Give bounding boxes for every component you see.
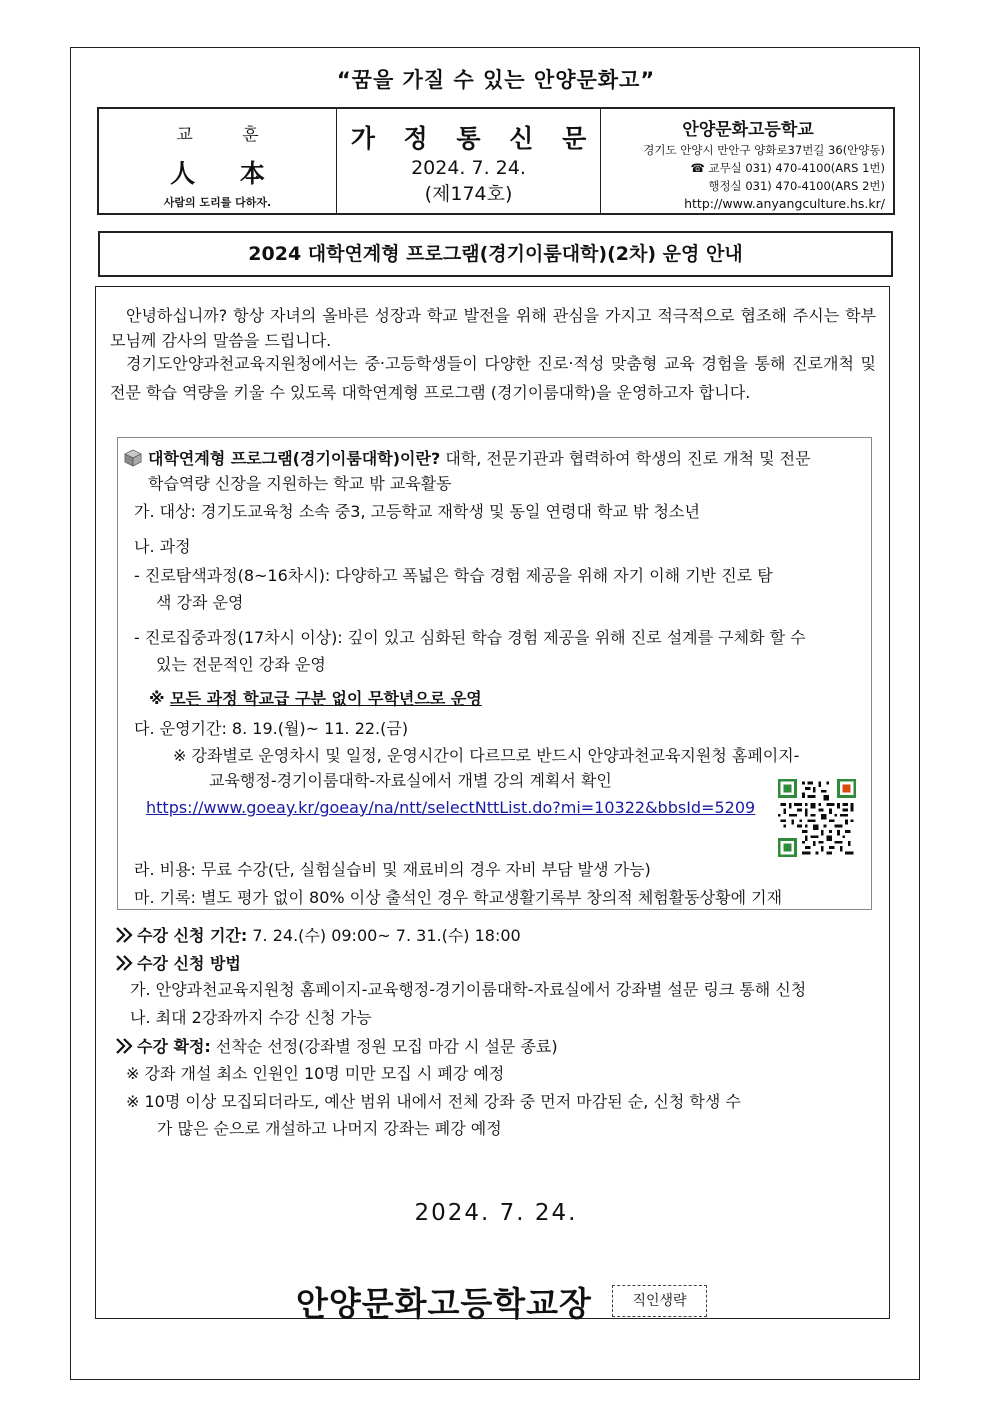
newsletter-date: 2024. 7. 24.: [411, 157, 526, 179]
program-definition-term: 대학연계형 프로그램(경기이룸대학)이란?: [148, 449, 441, 468]
program-record: 마. 기록: 별도 평가 없이 80% 이상 출석인 경우 학교생활기록부 창의적 체험활동상황에 기재: [134, 888, 783, 907]
phone-office: ☎ 교무실 031) 470-4100(ARS 1번): [690, 161, 885, 175]
newsletter-info-cell: [337, 109, 601, 213]
course-focus-line2: 있는 전문적인 강좌 운영: [156, 655, 326, 674]
program-cost: 라. 비용: 무료 수강(단, 실험실습비 및 재료비의 경우 자비 부담 발생 가능): [134, 860, 651, 879]
apply-method-1: 가. 안양과천교육지원청 홈페이지-교육행정-경기이룸대학-자료실에서 강좌별 설문 링크 통해 신청: [130, 980, 807, 999]
gyohun-cell: [99, 109, 337, 213]
apply-period-label: 수강 신청 기간:: [137, 926, 248, 945]
apply-period-value: 7. 24.(수) 09:00~ 7. 31.(수) 18:00: [247, 926, 521, 945]
gyohun-label: 교 훈: [176, 125, 281, 145]
note-mark: ※: [149, 689, 171, 708]
apply-method-2: 나. 최대 2강좌까지 수강 신청 가능: [130, 1008, 372, 1027]
course-explore-line1: - 진로탐색과정(8~16차시): 다양하고 폭넓은 학습 경험 제공을 위해 자기 이해 기반 진로 탐: [134, 566, 773, 585]
school-motto: “꿈을 가질 수 있는 안양문화고”: [336, 68, 656, 92]
period-note-line1: ※ 강좌별로 운영차시 및 일정, 운영시간이 다르므로 반드시 안양과천교육지원청 홈페이지-: [173, 746, 800, 765]
operation-period: 다. 운영기간: 8. 19.(월)~ 11. 22.(금): [134, 719, 409, 738]
apply-period: [115, 923, 521, 946]
school-name: 안양문화고등학교: [682, 120, 814, 140]
seal-omitted-stamp: 직인생략: [612, 1285, 707, 1317]
closing-date: 2024. 7. 24.: [414, 1200, 578, 1226]
principal-signature: 안양문화고등학교장: [296, 1284, 592, 1323]
course-heading: 나. 과정: [134, 537, 191, 556]
newsletter-issue: (제174호): [424, 183, 513, 205]
apply-confirm-value: 선착순 선정(강좌별 정원 모집 마감 시 설문 종료): [210, 1037, 558, 1056]
cancel-note-1: ※ 강좌 개설 최소 인원인 10명 미만 모집 시 폐강 예정: [126, 1064, 505, 1083]
gyohun-subtitle: 사람의 도리를 다하자.: [163, 196, 272, 209]
double-chevron-right-icon: [115, 955, 135, 971]
school-website[interactable]: http://www.anyangculture.hs.kr/: [684, 196, 885, 211]
course-explore-line2: 색 강좌 운영: [156, 593, 244, 612]
document-title: 2024 대학연계형 프로그램(경기이룸대학)(2차) 운영 안내: [98, 231, 893, 277]
school-address: 경기도 안양시 만안구 양화로37번길 36(안양동): [643, 143, 885, 157]
double-chevron-right-icon: [115, 927, 135, 943]
cube-icon: [124, 449, 142, 467]
no-grade-note-text: 모든 과정 학교급 구분 없이 무학년으로 운영: [170, 689, 482, 708]
newsletter-header: [97, 107, 895, 215]
intro-paragraph-1: 안녕하십니까? 항상 자녀의 올바른 성장과 학교 발전을 위해 관심을 가지고 적극적으로 협조해 주시는 학부모님께 감사의 말씀을 드립니다.: [110, 306, 876, 350]
qr-code[interactable]: [778, 779, 856, 857]
cancel-note-2-line2: 가 많은 순으로 개설하고 나머지 강좌는 폐강 예정: [157, 1119, 502, 1138]
no-grade-note: [149, 686, 482, 709]
gyohun-value: 人 本: [170, 159, 283, 188]
newsletter-title: 가 정 통 신 문: [350, 124, 597, 153]
program-definition-line2: 학습역량 신장을 지원하는 학교 밖 교육활동: [148, 474, 452, 493]
program-definition-line1: [124, 446, 811, 469]
course-focus-line1: - 진로집중과정(17차시 이상): 깊이 있고 심화된 학습 경험 제공을 위해 진로 설계를 구체화 할 수: [134, 628, 806, 647]
period-note-line2: 교육행정-경기이룸대학-자료실에서 개별 강의 계획서 확인: [209, 771, 612, 790]
apply-confirm: [115, 1034, 558, 1057]
program-target: 가. 대상: 경기도교육청 소속 중3, 고등학교 재학생 및 동일 연령대 학교 밖 청소년: [134, 502, 700, 521]
apply-confirm-label: 수강 확정:: [137, 1037, 211, 1056]
course-plan-link[interactable]: https://www.goeay.kr/goeay/na/ntt/selectNttList.do?mi=10322&bbsId=5209: [146, 798, 756, 817]
intro-paragraph-2: 경기도안양과천교육지원청에서는 중‧고등학생들이 다양한 진로‧적성 맞춤형 교육 경험을 통해 진로개척 및 전문 학습 역량을 키울 수 있도록 대학연계형 프로그램 (경기이룸대학)을 운영하고자 합니다.: [110, 354, 876, 402]
double-chevron-right-icon: [115, 1038, 135, 1054]
phone-admin: 행정실 031) 470-4100(ARS 2번): [708, 179, 885, 193]
apply-method-label: 수강 신청 방법: [137, 954, 241, 973]
program-definition-text: 대학, 전문기관과 협력하여 학생의 진로 개척 및 전문: [440, 449, 811, 468]
school-info-cell: [601, 109, 893, 213]
apply-method-heading: [115, 951, 241, 974]
cancel-note-2-line1: ※ 10명 이상 모집되더라도, 예산 범위 내에서 전체 강좌 중 먼저 마감된 순, 신청 학생 수: [126, 1092, 741, 1111]
